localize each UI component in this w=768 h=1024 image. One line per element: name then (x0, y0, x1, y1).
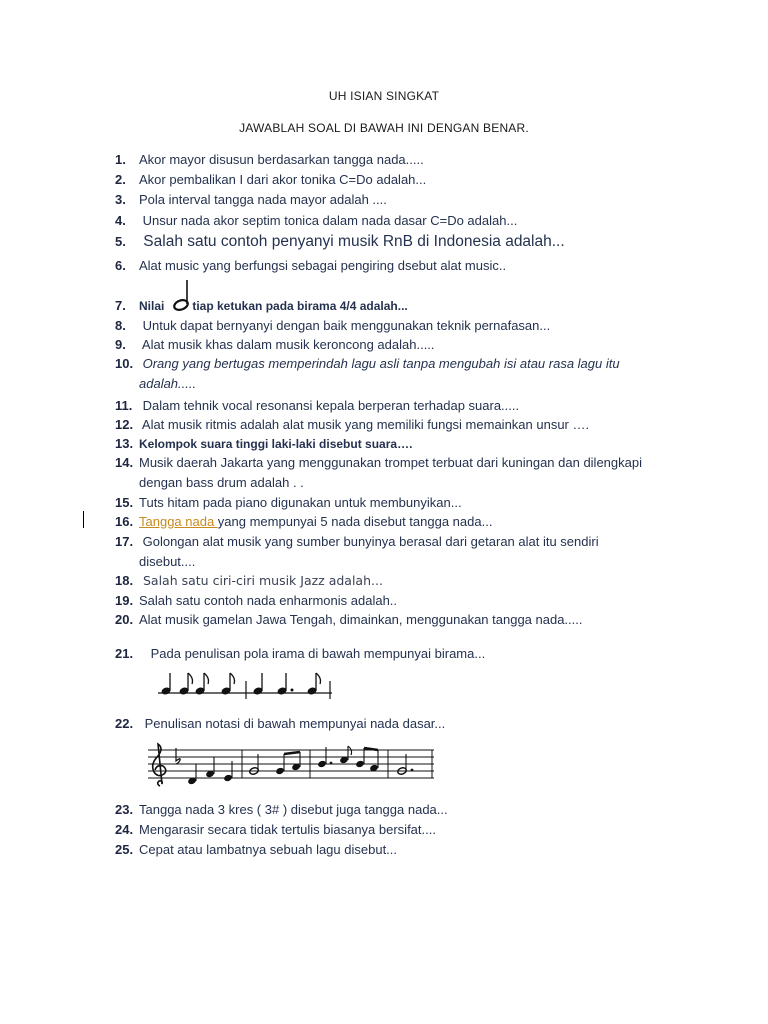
question-19: 19. Salah satu contoh nada enharmonis adalah.. (115, 593, 398, 608)
question-23: 23. Tangga nada 3 kres ( 3# ) disebut juga tangga nada... (115, 802, 448, 817)
question-6: 6. Alat music yang berfungsi sebagai pengiring dsebut alat music.. (115, 258, 507, 273)
rhythm-notation (158, 667, 338, 699)
question-14: 14. Musik daerah Jakarta yang menggunakan trompet terbuat dari kuningan dan dilengkapi dengan bass drum adalah . . (115, 455, 642, 490)
question-15: 15. Tuts hitam pada piano digunakan untuk membunyikan... (115, 495, 462, 510)
question-13: 13. Kelompok suara tinggi laki-laki disebut suara…. (115, 436, 413, 451)
question-11: 11. Dalam tehnik vocal resonansi kepala berperan terhadap suara..... (115, 398, 520, 413)
question-5: 5. Salah satu contoh penyanyi musik RnB di Indonesia adalah... (115, 233, 565, 250)
question-7: 7. Nilai tiap ketukan pada birama 4/4 adalah... (115, 298, 408, 313)
question-3: 3. Pola interval tangga nada mayor adalah .... (115, 192, 387, 207)
question-22: 22. Penulisan notasi di bawah mempunyai nada dasar... (115, 716, 446, 731)
question-21: 21. Pada penulisan pola irama di bawah mempunyai birama... (115, 646, 486, 661)
question-9: 9. Alat musik khas dalam musik keroncong adalah..... (115, 337, 435, 352)
question-25: 25. Cepat atau lambatnya sebuah lagu disebut... (115, 842, 398, 857)
text-cursor (83, 511, 84, 528)
staff-notation (146, 742, 436, 790)
question-12: 12. Alat musik ritmis adalah alat musik yang memiliki fungsi memainkan unsur …. (115, 417, 590, 432)
question-8: 8. Untuk dapat bernyanyi dengan baik menggunakan teknik pernafasan... (115, 318, 551, 333)
question-2: 2. Akor pembalikan I dari akor tonika C=Do adalah... (115, 172, 427, 187)
question-10: 10. Orang yang bertugas memperindah lagu asli tanpa mengubah isi atau rasa lagu itu adalah..... (115, 356, 620, 391)
question-20: 20. Alat musik gamelan Jawa Tengah, dimainkan, menggunakan tangga nada..... (115, 612, 583, 627)
question-4: 4. Unsur nada akor septim tonica dalam nada dasar C=Do adalah... (115, 213, 518, 228)
question-1: 1. Akor mayor disusun berdasarkan tangga nada..... (115, 152, 424, 167)
question-16: 16. Tangga nada yang mempunyai 5 nada disebut tangga nada... (115, 514, 493, 529)
question-18: 18. Salah satu ciri-ciri musik Jazz adalah... (115, 573, 383, 588)
page-instruction: JAWABLAH SOAL DI BAWAH INI DENGAN BENAR. (239, 121, 529, 135)
question-24: 24. Mengarasir secara tidak tertulis biasanya bersifat.... (115, 822, 436, 837)
half-note-icon (168, 278, 194, 312)
tangga-nada-link[interactable]: Tangga nada (139, 514, 218, 529)
question-17: 17. Golongan alat musik yang sumber bunyinya berasal dari getaran alat itu sendiri disebut.... (115, 534, 599, 569)
page-title: UH ISIAN SINGKAT (328, 89, 440, 103)
